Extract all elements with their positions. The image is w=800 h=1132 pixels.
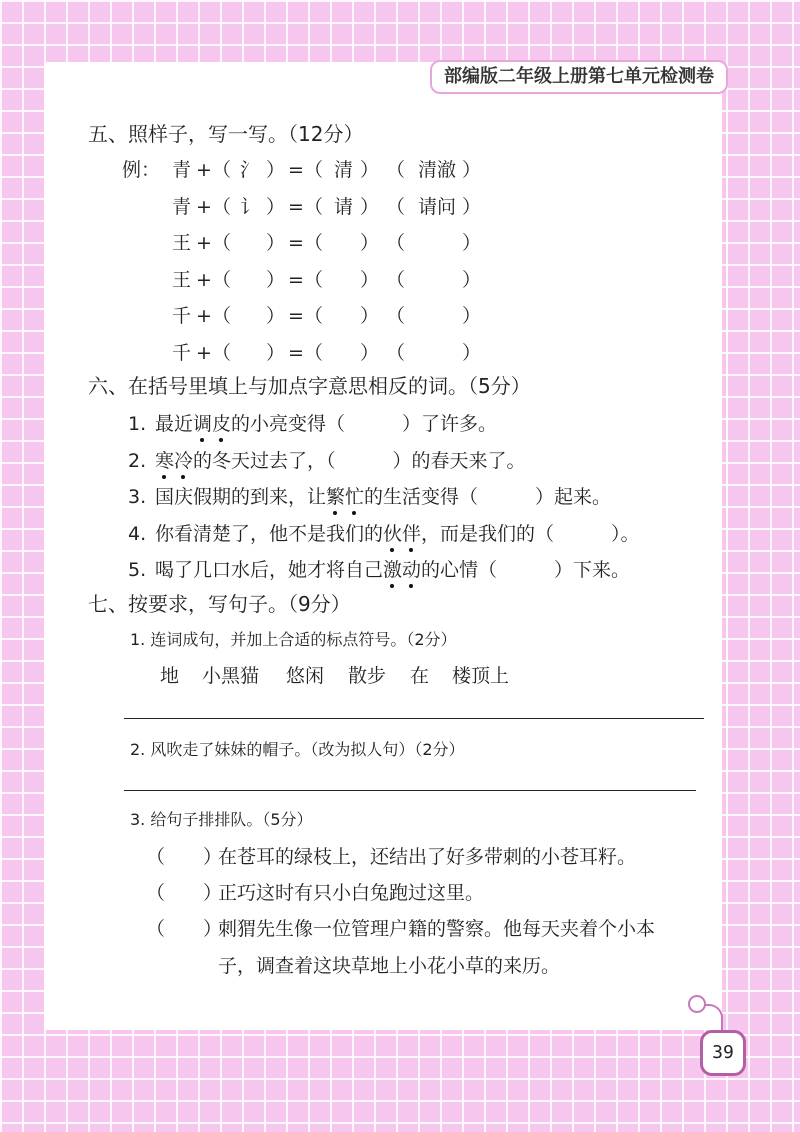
s6-item-1-before: 最近 — [155, 413, 194, 435]
q3-item-3-continuation: 子，调查着这块草地上小花小草的来历。 — [218, 955, 561, 977]
s5-row-4-lparen: （ — [304, 269, 324, 291]
s5-row-6-lparen: （ — [386, 342, 406, 364]
s5-row-1-lparen: （ — [304, 159, 324, 181]
s5-row-3-rparen: ） — [360, 232, 380, 254]
s5-row-5-plus-sign: + — [196, 305, 212, 327]
s6-item-1-after[interactable]: 的小亮变得（ ）了许多。 — [231, 413, 498, 435]
s5-row-2-equals-sign: = — [288, 196, 304, 218]
example-prefix: 例： — [122, 159, 161, 181]
q1-word: 地 — [160, 665, 180, 687]
s5-row-4-rparen: ） — [266, 269, 286, 291]
emphasis-dot — [352, 511, 356, 515]
s5-row-5-lparen: （ — [304, 305, 324, 327]
s5-row-6-plus-sign: + — [196, 342, 212, 364]
s5-row-6-lparen: （ — [212, 342, 232, 364]
page-number: 39 — [700, 1030, 746, 1076]
s6-item-4-before: 你看清楚了，他不是我们的 — [155, 523, 384, 545]
q1-word: 散步 — [348, 665, 387, 687]
s5-row-1-radical-answer[interactable]: 氵 — [240, 159, 260, 181]
q1-word: 悠闲 — [286, 665, 325, 687]
s5-row-4-row-base-char: 王 — [172, 269, 192, 291]
emphasis-dot — [390, 584, 394, 588]
s5-row-2-word-answer[interactable]: 请问 — [418, 196, 457, 218]
s5-row-4-rparen: ） — [462, 269, 482, 291]
q3-title: 3. 给句子排排队。（5分） — [130, 810, 313, 829]
s5-row-3-row-base-char: 王 — [172, 232, 192, 254]
s5-row-2-lparen: （ — [304, 196, 324, 218]
s5-row-4-plus-sign: + — [196, 269, 212, 291]
s6-item-2-number: 2. — [128, 450, 147, 472]
section7-title: 七、按要求，写句子。（9分） — [88, 592, 351, 616]
s5-row-5-row-base-char: 千 — [172, 305, 192, 327]
q3-order-bracket[interactable]: （ ） — [146, 846, 223, 868]
s5-row-2-lparen: （ — [212, 196, 232, 218]
s5-row-6-row-base-char: 千 — [172, 342, 192, 364]
s5-row-2-radical-answer[interactable]: 讠 — [240, 196, 260, 218]
s5-row-2-rparen: ） — [360, 196, 380, 218]
s5-row-4-rparen: ） — [360, 269, 380, 291]
emphasis-dot — [409, 584, 413, 588]
s5-row-3-rparen: ） — [462, 232, 482, 254]
q3-order-bracket[interactable]: （ ） — [146, 882, 223, 904]
s5-row-2-rparen: ） — [462, 196, 482, 218]
s6-item-4-dotted: 伙伴 — [383, 523, 422, 545]
q3-item-2: 正巧这时有只小白兔跑过这里。 — [218, 882, 485, 904]
s5-row-1-lparen: （ — [212, 159, 232, 181]
s5-row-5-rparen: ） — [266, 305, 286, 327]
q3-order-bracket[interactable]: （ ） — [146, 918, 223, 940]
s5-row-3-rparen: ） — [266, 232, 286, 254]
s6-item-3-number: 3. — [128, 486, 147, 508]
section5-title: 五、照样子，写一写。（12分） — [88, 122, 364, 146]
s6-item-5-dotted: 激动 — [383, 559, 422, 581]
s5-row-5-rparen: ） — [360, 305, 380, 327]
s6-item-3-dotted: 繁忙 — [326, 486, 365, 508]
q1-title: 1. 连词成句，并加上合适的标点符号。（2分） — [130, 630, 457, 649]
emphasis-dot — [390, 548, 394, 552]
s5-row-1-rparen: ） — [462, 159, 482, 181]
s5-row-5-lparen: （ — [212, 305, 232, 327]
s6-item-3-after[interactable]: 的生活变得（ ）起来。 — [364, 486, 612, 508]
s5-row-6-rparen: ） — [360, 342, 380, 364]
s5-row-5-lparen: （ — [386, 305, 406, 327]
emphasis-dot — [200, 438, 204, 442]
s5-row-3-lparen: （ — [304, 232, 324, 254]
s5-row-6-lparen: （ — [304, 342, 324, 364]
s5-row-5-equals-sign: = — [288, 305, 304, 327]
s5-row-2-lparen: （ — [386, 196, 406, 218]
s5-row-4-lparen: （ — [386, 269, 406, 291]
q3-item-3: 刺猬先生像一位管理户籍的警察。他每天夹着个小本 — [218, 918, 656, 940]
emphasis-dot — [409, 548, 413, 552]
s5-row-1-char-answer[interactable]: 清 — [334, 159, 354, 181]
s5-row-6-rparen: ） — [462, 342, 482, 364]
q1-word: 楼顶上 — [452, 665, 510, 687]
s5-row-2-plus-sign: + — [196, 196, 212, 218]
s5-row-4-equals-sign: = — [288, 269, 304, 291]
s5-row-1-plus-sign: + — [196, 159, 212, 181]
q1-word: 小黑猫 — [202, 665, 260, 687]
q2-title: 2. 风吹走了妹妹的帽子。（改为拟人句）（2分） — [130, 740, 465, 759]
s5-row-2-rparen: ） — [266, 196, 286, 218]
s5-row-3-equals-sign: = — [288, 232, 304, 254]
emphasis-dot — [333, 511, 337, 515]
emphasis-dot — [162, 475, 166, 479]
s5-row-3-lparen: （ — [212, 232, 232, 254]
s5-row-4-lparen: （ — [212, 269, 232, 291]
s5-row-1-equals-sign: = — [288, 159, 304, 181]
s6-item-5-number: 5. — [128, 559, 147, 581]
s5-row-3-lparen: （ — [386, 232, 406, 254]
s5-row-6-rparen: ） — [266, 342, 286, 364]
s6-item-5-before: 喝了几口水后，她才将自己 — [155, 559, 384, 581]
s6-item-2-dotted: 寒冷 — [155, 450, 194, 472]
s6-item-2-after[interactable]: 的冬天过去了，（ ）的春天来了。 — [193, 450, 526, 472]
s5-row-1-rparen: ） — [266, 159, 286, 181]
s6-item-3-before: 国庆假期的到来，让 — [155, 486, 327, 508]
s6-item-1-number: 1. — [128, 413, 147, 435]
s5-row-1-row-base-char: 青 — [172, 159, 192, 181]
s5-row-2-char-answer[interactable]: 请 — [334, 196, 354, 218]
s5-row-6-equals-sign: = — [288, 342, 304, 364]
emphasis-dot — [181, 475, 185, 479]
emphasis-dot — [219, 438, 223, 442]
section6-title: 六、在括号里填上与加点字意思相反的词。（5分） — [88, 374, 531, 398]
s6-item-4-after[interactable]: ，而是我们的（ ）。 — [421, 523, 640, 545]
page-deco-circle — [688, 995, 706, 1013]
s6-item-4-number: 4. — [128, 523, 147, 545]
q2-answer-line[interactable] — [124, 790, 696, 791]
s6-item-5-after[interactable]: 的心情（ ）下来。 — [421, 559, 631, 581]
q1-answer-line[interactable] — [124, 718, 704, 719]
s5-row-1-word-answer[interactable]: 清澈 — [418, 159, 457, 181]
s6-item-1-dotted: 调皮 — [193, 413, 232, 435]
s5-row-1-rparen: ） — [360, 159, 380, 181]
header-title: 部编版二年级上册第七单元检测卷 — [444, 66, 714, 87]
s5-row-3-plus-sign: + — [196, 232, 212, 254]
s5-row-1-lparen: （ — [386, 159, 406, 181]
s5-row-2-row-base-char: 青 — [172, 196, 192, 218]
s5-row-5-rparen: ） — [462, 305, 482, 327]
q1-word: 在 — [410, 665, 430, 687]
q3-item-1: 在苍耳的绿枝上，还结出了好多带刺的小苍耳籽。 — [218, 846, 637, 868]
